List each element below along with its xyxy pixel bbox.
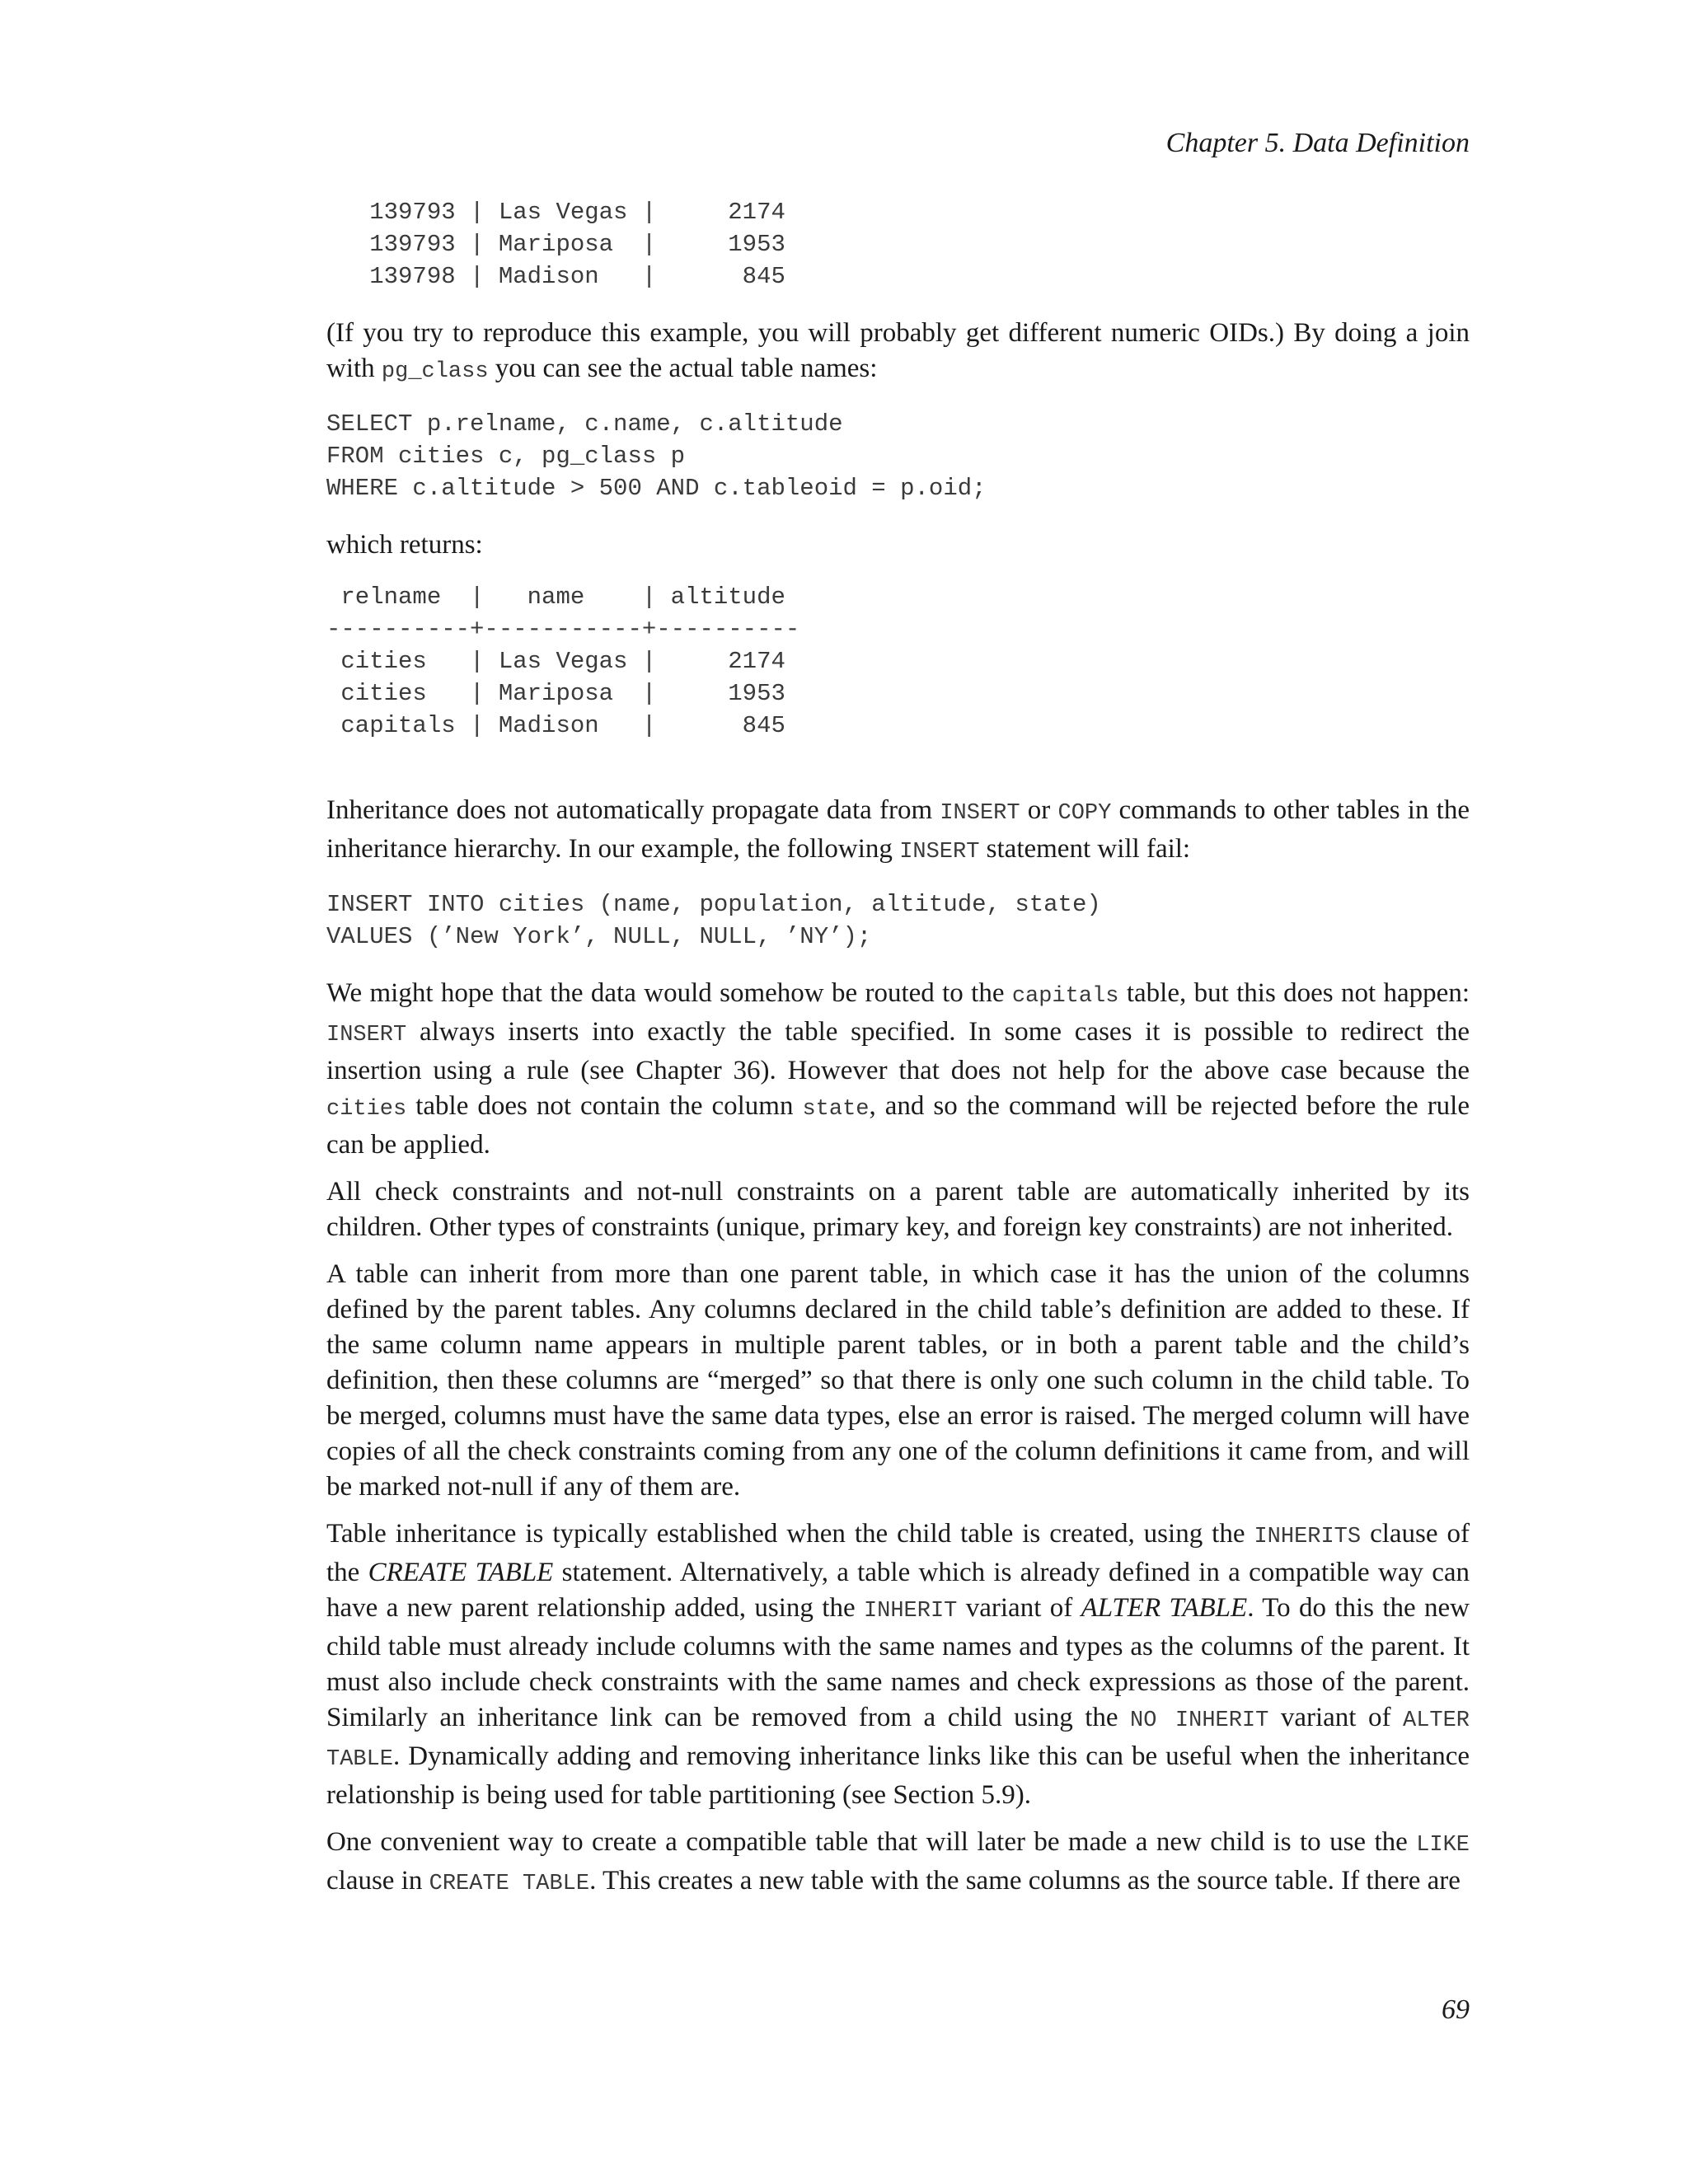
inline-code: INHERIT bbox=[863, 1599, 958, 1624]
inline-code: INSERT bbox=[326, 1023, 407, 1047]
inline-code: INHERITS bbox=[1254, 1525, 1362, 1549]
text-run: always inserts into exactly the table specified. In some cases it is possible to redirect the insertion using a rule (see Chapter 36). However that does not help for the above case because the bbox=[326, 1017, 1470, 1085]
inline-code: CREATE TABLE bbox=[429, 1872, 590, 1896]
paragraph-routing bbox=[326, 976, 1470, 1163]
paragraph-oids-note bbox=[326, 316, 1470, 390]
text-run: variant of bbox=[1268, 1703, 1403, 1732]
text-run: Table inheritance is typically established when the child table is created, using the bbox=[326, 1519, 1254, 1549]
text-run: table does not contain the column bbox=[406, 1091, 803, 1121]
emphasis-term: ALTER TABLE bbox=[1081, 1593, 1248, 1623]
text-run: table, but this does not happen: bbox=[1118, 978, 1470, 1008]
inline-code: COPY bbox=[1057, 801, 1112, 826]
text-run: variant of bbox=[957, 1593, 1081, 1623]
inline-code: NO INHERIT bbox=[1130, 1708, 1269, 1733]
text-run: . Dynamically adding and removing inheritance links like this can be useful when the inheritance relationship is being used for table partitioning (see Section 5.9). bbox=[326, 1741, 1470, 1810]
text-run: A table can inherit from more than one parent table, in which case it has the union of the columns defined by the parent tables. Any columns declared in the child table’s definition are added to these. If the same column name appears in multiple parent tables, or in both a parent table and the child’s definition, then these columns are “merged” so that there is only one such column in the child table. To be merged, columns must have the same data types, else an error is raised. The merged column will have copies of all the check constraints coming from any one of the column definitions it came from, and will be marked not-null if any of them are. bbox=[326, 1259, 1470, 1502]
text-run: , and so the command will be rejected before the rule can be applied. bbox=[326, 1091, 1470, 1160]
inline-code: ALTER TABLE bbox=[326, 1708, 1470, 1772]
text-run: All check constraints and not-null constraints on a parent table are automatically inherited by its children. Other types of constraints (unique, primary key, and foreign key constraints) are not inherited. bbox=[326, 1177, 1470, 1242]
emphasis-term: CREATE TABLE bbox=[368, 1558, 554, 1587]
page-number: 69 bbox=[1442, 1994, 1470, 2025]
text-run: or bbox=[1020, 795, 1058, 825]
paragraph-which-returns bbox=[326, 527, 1470, 563]
text-run: you can see the actual table names: bbox=[488, 354, 878, 383]
paragraph-establishing-inheritance bbox=[326, 1516, 1470, 1813]
text-run: statement will fail: bbox=[979, 834, 1191, 864]
running-header: Chapter 5. Data Definition bbox=[1165, 128, 1470, 158]
paragraph-constraints bbox=[326, 1174, 1470, 1245]
text-run: which returns: bbox=[326, 530, 483, 560]
text-run: (If you try to reproduce this example, you will probably get different numeric OIDs.) By doing a join with bbox=[326, 318, 1470, 383]
paragraph-multiple-parents bbox=[326, 1257, 1470, 1505]
inline-code: pg_class bbox=[381, 359, 489, 384]
code-block-join-query: SELECT p.relname, c.name, c.altitude FROM cities c, pg_class p WHERE c.altitude > 500 AND c.tableoid = p.oid; bbox=[326, 410, 987, 502]
paragraph-inheritance-propagation bbox=[326, 793, 1470, 870]
code-block-result-tail: 139793 | Las Vegas | 2174 139793 | Mariposa | 1953 139798 | Madison | 845 bbox=[369, 199, 785, 290]
code-block-join-result: relname | name | altitude ----------+-----------+---------- cities | Las Vegas | 2174 cities | Mariposa | 1953 capitals | Madison | 845 bbox=[326, 583, 800, 739]
paragraph-like-clause bbox=[326, 1825, 1470, 1902]
inline-code: cities bbox=[326, 1097, 407, 1122]
inline-code: INSERT bbox=[899, 840, 980, 865]
text-run: statement. Alternatively, a table which is already defined in a compatible way can have a new parent relationship added, using the bbox=[326, 1558, 1470, 1623]
page-content bbox=[326, 196, 1470, 1902]
inline-code: INSERT bbox=[940, 801, 1020, 826]
text-run: We might hope that the data would somehow be routed to the bbox=[326, 978, 1012, 1008]
inline-code: state bbox=[802, 1097, 870, 1122]
code-block-insert-statement: INSERT INTO cities (name, population, altitude, state) VALUES (’New York’, NULL, NULL, ’NY’); bbox=[326, 891, 1101, 950]
text-run: clause of the bbox=[326, 1519, 1470, 1587]
text-run: clause in bbox=[326, 1866, 429, 1896]
text-run: . To do this the new child table must already include columns with the same names and types as the columns of the parent. It must also include check constraints with the same names and check expressions as those of the parent. Similarly an inheritance link can be removed from a child using the bbox=[326, 1593, 1470, 1732]
text-run: Inheritance does not automatically propagate data from bbox=[326, 795, 940, 825]
text-run: . This creates a new table with the same columns as the source table. If there are bbox=[589, 1866, 1461, 1896]
text-run: One convenient way to create a compatible table that will later be made a new child is to use the bbox=[326, 1827, 1417, 1857]
inline-code: LIKE bbox=[1416, 1833, 1470, 1858]
inline-code: capitals bbox=[1011, 984, 1119, 1009]
text-run: commands to other tables in the inheritance hierarchy. In our example, the following bbox=[326, 795, 1470, 864]
